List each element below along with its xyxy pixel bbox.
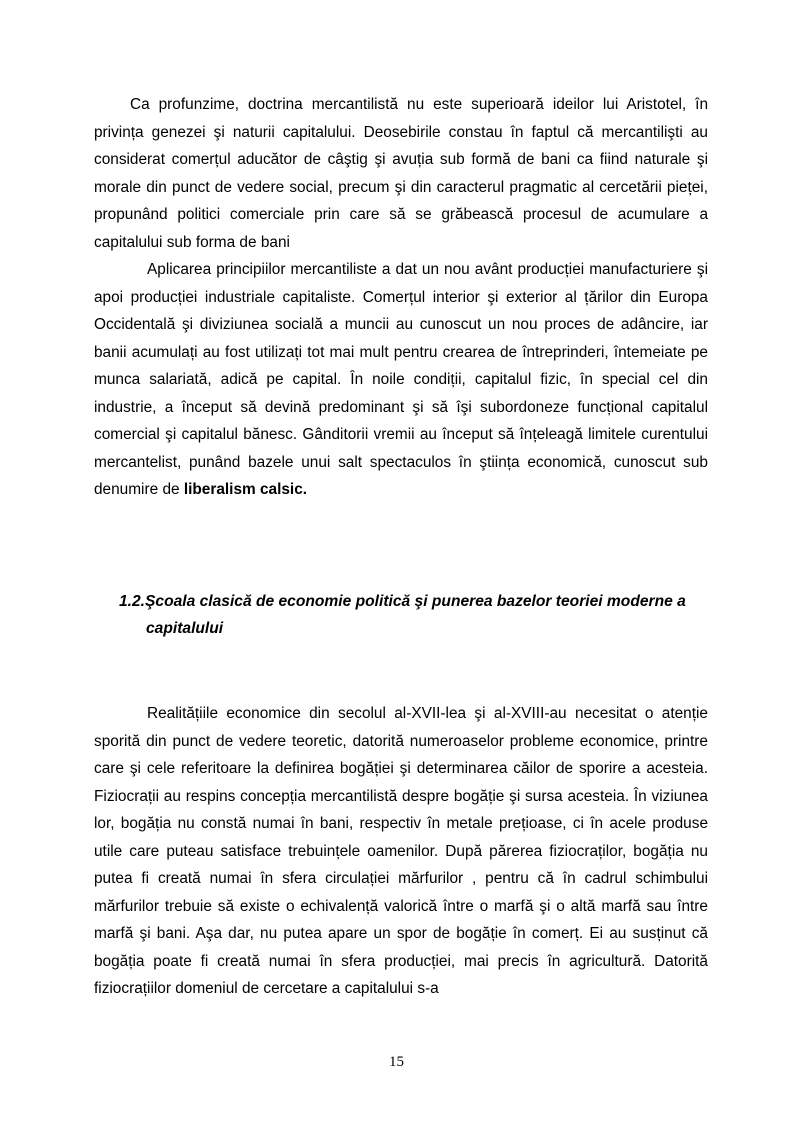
bold-term-liberalism: liberalism calsic.: [183, 481, 308, 498]
paragraph-physiocrats: Realitățiile economice din secolul al-XVII-lea şi al-XVIII-au necesitat o atenție sporită din punct de vedere teoretic, datorită numeroaselor probleme economice, printre care şi cele referitoare la definirea bogăției şi determinarea căilor de sporire a acesteia. Fiziocrații au respins concepția mercantilistă despre bogăție şi sursa acesteia. În viziunea lor, bogăția nu constă numai în bani, respectiv în metale prețioase, ci în acele produse utile care puteau satisface trebuințele oamenilor. După părerea fiziocraților, bogăția nu putea fi creată numai în sfera circulației mărfurilor , pentru că în cadrul schimbului mărfurilor trebuie să existe o echivalență valorică între o marfă şi o altă marfă sau între marfă şi bani. Aşa dar, nu putea apare un spor de bogăție în comerț. Ei au susținut că bogăția poate fi creată numai în sfera producției, mai precis în agricultură. Datorită fiziocrațiilor domeniul de cercetare a capitalului s-a: [94, 705, 708, 997]
paragraph-mercantilist-principles: [94, 256, 708, 504]
paragraph-mercantilist-doctrine: Ca profunzime, doctrina mercantilistă nu este superioară ideilor lui Aristotel, în privința genezei şi naturii capitalului. Deosebirile constau în faptul că mercantilişti au considerat comerțul aducător de câştig şi avuția sub formă de bani ca fiind naturale şi morale din punct de vedere social, precum şi din caracterul pragmatic al cercetării pieței, propunând politici comerciale prin care să se grăbească procesul de acumulare a capitalului sub forma de bani: [94, 96, 708, 251]
paragraph-body-text: Aplicarea principiilor mercantiliste a dat un nou avânt producției manufacturiere şi apoi producției industriale capitaliste. Comerțul interior şi exterior al țărilor din Europa Occidentală şi diviziunea socială a muncii au cunoscut un nou proces de adâncire, iar banii acumulați au fost utilizați tot mai mult pentru crearea de întreprinderi, întemeiate pe munca salariată, adică pe capital. În noile condiții, capitalul fizic, în special cel din industrie, a început să devină predominant şi să îşi subordoneze funcțional capitalul comercial şi capitalul bănesc. Gânditorii vremii au început să înțeleagă limitele curentului mercantelist, punând bazele unui salt spectaculos în ştiința economică, cunoscut sub denumire de: [94, 261, 708, 498]
section-heading-line2: capitalului: [146, 620, 224, 637]
page-number: 15: [389, 1054, 404, 1070]
section-heading-line1: 1.2.Şcoala clasică de economie politică şi punerea bazelor teoriei moderne a: [119, 593, 686, 610]
section-heading: [119, 588, 719, 642]
